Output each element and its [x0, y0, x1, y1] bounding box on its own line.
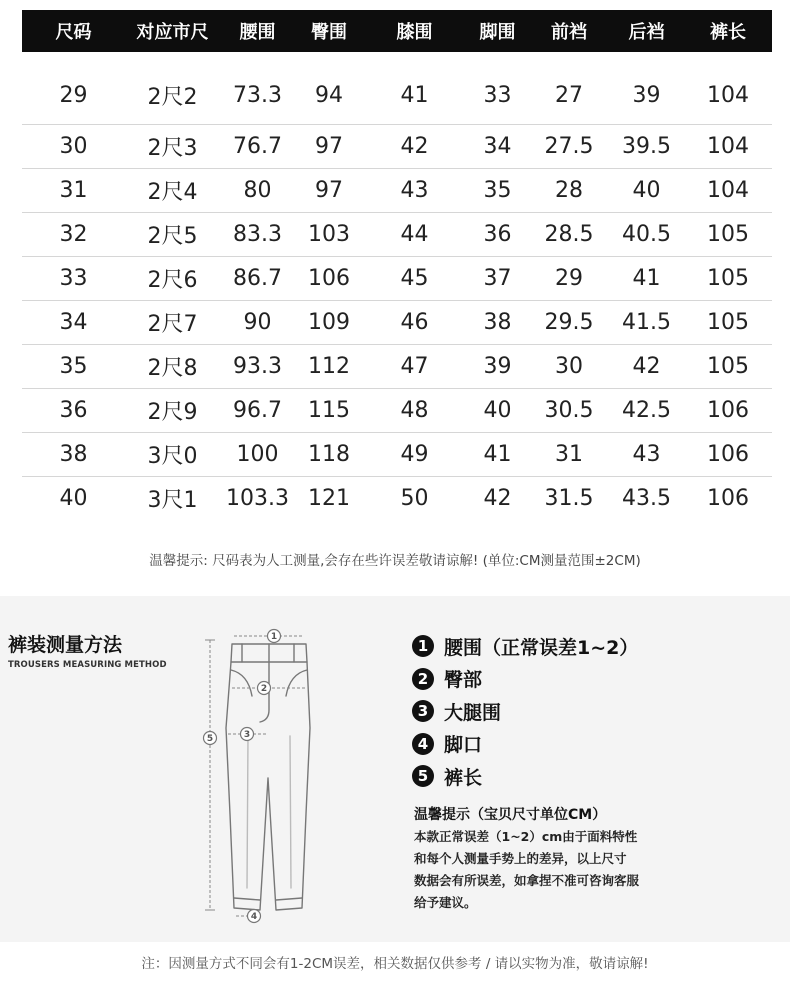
bottom-note: 注：因测量方式不同会有1-2CM误差，相关数据仅供参考 / 请以实物为准，敬请谅解!	[141, 956, 649, 972]
cell-waist: 93.3	[220, 345, 295, 389]
cell-length: 104	[684, 169, 772, 213]
legend-item-waist	[412, 630, 638, 663]
cell-length: 106	[684, 433, 772, 477]
marker-3-label: 3	[243, 730, 251, 741]
tip-heading: 温馨提示（宝贝尺寸单位CM）	[414, 807, 607, 823]
cell-hem: 33	[466, 52, 529, 125]
table-row	[22, 433, 772, 477]
legend-number-4: 4	[412, 733, 434, 755]
cell-hem: 37	[466, 257, 529, 301]
cell-waist: 100	[220, 433, 295, 477]
cell-knee: 50	[400, 486, 429, 511]
cell-hem: 39	[466, 345, 529, 389]
cell-size: 34	[22, 301, 125, 345]
cell-market-size: 3尺1	[147, 488, 198, 513]
measuring-title: 裤装测量方法	[8, 634, 123, 656]
cell-market-size: 2尺5	[125, 213, 220, 257]
cell-back-rise: 41	[609, 257, 684, 301]
table-row	[22, 345, 772, 389]
cell-length: 105	[684, 213, 772, 257]
cell-front-rise: 30	[529, 345, 609, 389]
cell-market-size: 2尺4	[125, 169, 220, 213]
size-table	[22, 10, 772, 520]
legend-item-length	[412, 760, 638, 793]
cell-length: 104	[684, 52, 772, 125]
cell-knee: 41	[363, 52, 466, 125]
tip-line: 数据会有所误差，如拿捏不准可咨询客服	[414, 873, 640, 888]
table-row	[22, 169, 772, 213]
cell-size: 36	[22, 389, 125, 433]
cell-hip: 115	[295, 389, 363, 433]
table-row	[22, 125, 772, 169]
cell-knee: 48	[363, 389, 466, 433]
header-front-rise: 前裆	[529, 10, 609, 52]
cell-size: 30	[22, 125, 125, 169]
cell-size: 32	[22, 213, 125, 257]
table-row	[22, 477, 772, 521]
marker-2-label: 2	[260, 684, 268, 695]
legend-number-5: 5	[412, 765, 434, 787]
cell-hip: 97	[295, 169, 363, 213]
table-row	[22, 301, 772, 345]
cell-waist: 83.3	[220, 213, 295, 257]
table-row	[22, 389, 772, 433]
size-table-body	[22, 52, 772, 520]
cell-hip: 103	[295, 213, 363, 257]
cell-hem: 42	[483, 486, 512, 511]
cell-hem: 34	[466, 125, 529, 169]
cell-market-size: 2尺3	[125, 125, 220, 169]
cell-knee: 44	[363, 213, 466, 257]
cell-front-rise: 31	[529, 433, 609, 477]
table-row	[22, 257, 772, 301]
cell-hem: 36	[466, 213, 529, 257]
legend-label-hip: 臀部	[444, 669, 483, 692]
tip-body	[414, 826, 639, 914]
cell-hem: 35	[466, 169, 529, 213]
header-hip: 臀围	[295, 10, 363, 52]
cell-front-rise: 28.5	[529, 213, 609, 257]
marker-4-label: 4	[250, 912, 258, 923]
cell-hip: 97	[295, 125, 363, 169]
legend-item-hem	[412, 728, 638, 761]
cell-length: 106	[684, 389, 772, 433]
cell-front-rise: 28	[529, 169, 609, 213]
cell-market-size: 2尺6	[125, 257, 220, 301]
tip-line: 和每个人测量手势上的差异，以上尺寸	[414, 851, 627, 866]
cell-size: 35	[22, 345, 125, 389]
cell-knee: 45	[363, 257, 466, 301]
cell-back-rise: 43.5	[622, 486, 671, 511]
cell-front-rise: 31.5	[544, 486, 594, 511]
cell-back-rise: 42.5	[609, 389, 684, 433]
cell-hip: 118	[295, 433, 363, 477]
cell-market-size: 2尺2	[125, 52, 220, 125]
cell-length: 105	[684, 345, 772, 389]
cell-waist: 103.3	[226, 486, 289, 511]
header-back-rise: 后裆	[609, 10, 684, 52]
legend-item-thigh	[412, 695, 638, 728]
cell-back-rise: 39	[609, 52, 684, 125]
cell-front-rise: 27.5	[529, 125, 609, 169]
header-length: 裤长	[684, 10, 772, 52]
cell-hem: 40	[466, 389, 529, 433]
cell-back-rise: 43	[609, 433, 684, 477]
cell-hip: 94	[295, 52, 363, 125]
cell-hip: 109	[295, 301, 363, 345]
cell-front-rise: 29	[529, 257, 609, 301]
cell-waist: 96.7	[220, 389, 295, 433]
header-knee: 膝围	[363, 10, 466, 52]
cell-front-rise: 27	[529, 52, 609, 125]
cell-length: 104	[684, 125, 772, 169]
cell-size: 31	[22, 169, 125, 213]
cell-knee: 43	[363, 169, 466, 213]
marker-1-label: 1	[270, 632, 278, 643]
legend-label-thigh: 大腿围	[444, 701, 502, 724]
cell-size: 38	[22, 433, 125, 477]
header-market-size: 对应市尺	[125, 10, 220, 52]
cell-back-rise: 39.5	[609, 125, 684, 169]
legend-label-length: 裤长	[444, 766, 483, 789]
cell-hip: 121	[308, 486, 350, 511]
tip-line: 本款正常误差（1~2）cm由于面料特性	[414, 829, 638, 844]
cell-back-rise: 40.5	[609, 213, 684, 257]
cell-length: 106	[707, 486, 749, 511]
cell-knee: 47	[363, 345, 466, 389]
cell-front-rise: 29.5	[529, 301, 609, 345]
cell-back-rise: 42	[609, 345, 684, 389]
cell-knee: 49	[363, 433, 466, 477]
cell-length: 105	[684, 301, 772, 345]
cell-waist: 86.7	[220, 257, 295, 301]
measuring-method-panel	[0, 596, 790, 942]
cell-waist: 73.3	[220, 52, 295, 125]
legend-number-2: 2	[412, 668, 434, 690]
legend-number-1: 1	[412, 635, 434, 657]
cell-market-size: 2尺8	[125, 345, 220, 389]
cell-length: 105	[684, 257, 772, 301]
cell-size: 33	[22, 257, 125, 301]
header-waist: 腰围	[220, 10, 295, 52]
cell-knee: 46	[363, 301, 466, 345]
legend-item-hip	[412, 663, 638, 696]
cell-market-size: 2尺7	[125, 301, 220, 345]
cell-waist: 80	[220, 169, 295, 213]
cell-market-size: 3尺0	[125, 433, 220, 477]
header-hem: 脚围	[466, 10, 529, 52]
cell-back-rise: 41.5	[609, 301, 684, 345]
cell-market-size: 2尺9	[125, 389, 220, 433]
header-size: 尺码	[22, 10, 125, 52]
cell-size: 29	[22, 52, 125, 125]
table-row	[22, 213, 772, 257]
cell-back-rise: 40	[609, 169, 684, 213]
trousers-diagram	[190, 618, 340, 928]
measurement-legend	[412, 630, 638, 793]
cell-hip: 112	[295, 345, 363, 389]
table-row	[22, 52, 772, 125]
cell-waist: 76.7	[220, 125, 295, 169]
legend-label-hem: 脚口	[444, 734, 483, 757]
cell-waist: 90	[220, 301, 295, 345]
cell-hem: 38	[466, 301, 529, 345]
table-header-row	[22, 10, 772, 52]
cell-front-rise: 30.5	[529, 389, 609, 433]
cell-hem: 41	[466, 433, 529, 477]
cell-knee: 42	[363, 125, 466, 169]
cell-size: 40	[59, 486, 88, 511]
legend-number-3: 3	[412, 700, 434, 722]
legend-label-waist: 腰围（正常误差1~2）	[444, 636, 639, 659]
tip-line: 给予建议。	[414, 895, 477, 910]
marker-5-label: 5	[206, 734, 214, 745]
size-note: 温馨提示: 尺码表为人工测量,会存在些许误差敬请谅解! (单位:CM测量范围±2CM)	[149, 553, 641, 569]
cell-hip: 106	[295, 257, 363, 301]
measuring-subtitle: TROUSERS MEASURING METHOD	[8, 660, 167, 670]
